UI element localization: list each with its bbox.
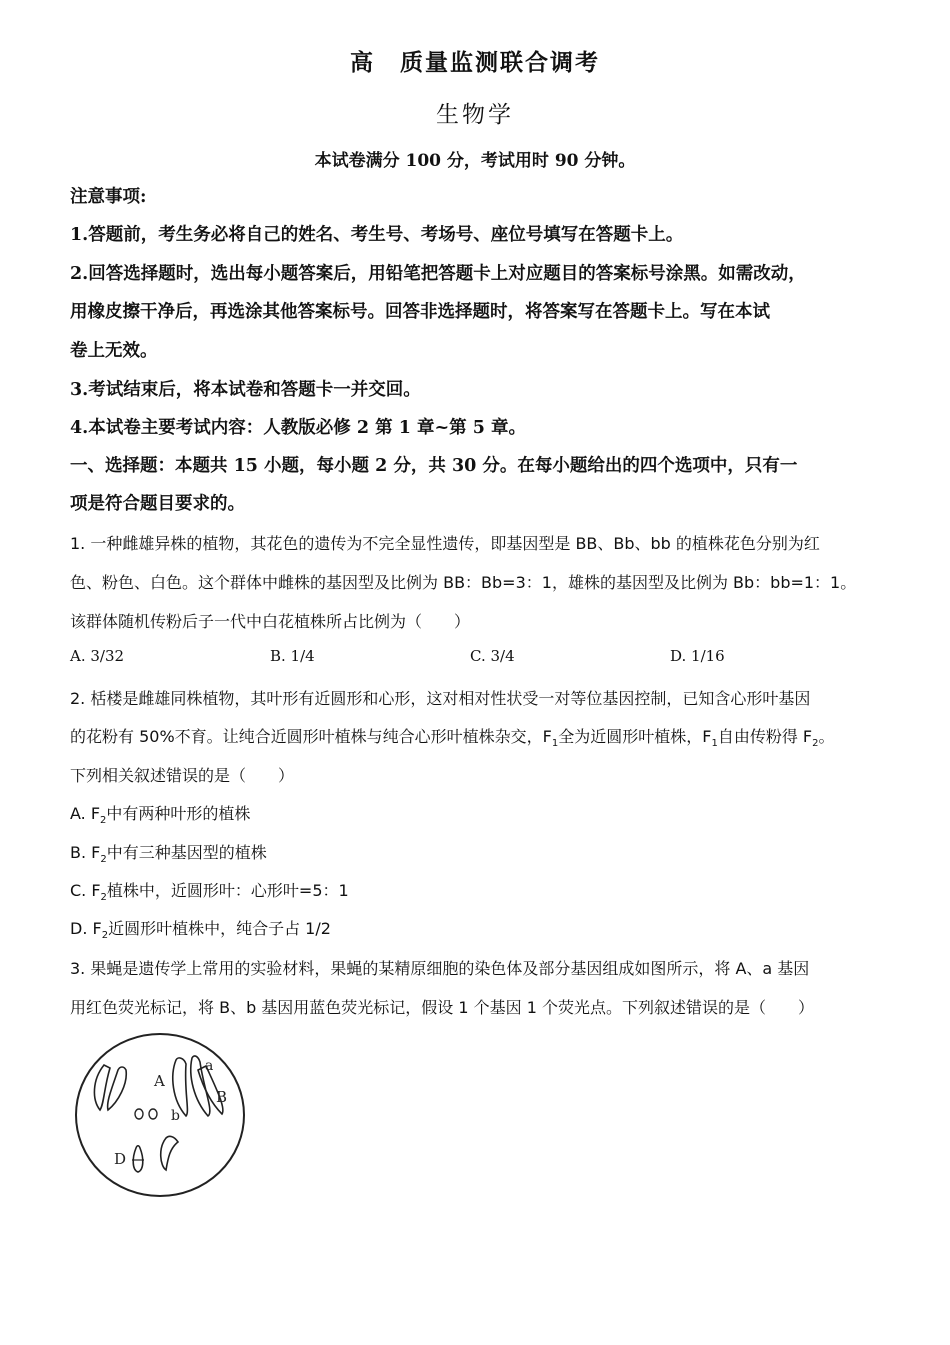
q1-option-c: C. 3/4 bbox=[470, 647, 515, 665]
notice-item-2-line-2: 用橡皮擦干净后，再选涂其他答案标号。回答非选择题时，将答案写在答题卡上。写在本试 bbox=[70, 302, 770, 322]
q2-option-b-label: B. F bbox=[70, 843, 101, 862]
q1-line-1: 1. 一种雌雄异株的植物，其花色的遗传为不完全显性遗传，即基因型是 BB、Bb、bb 的植株花色分别为红 bbox=[70, 534, 820, 553]
q2-option-a-label: A. F bbox=[70, 804, 101, 823]
notice-item-2-line-1: 2.回答选择题时，选出每小题答案后，用铅笔把答题卡上对应题目的答案标号涂黑。如需改动， bbox=[70, 264, 806, 284]
q2-option-d-sub: 2 bbox=[101, 930, 109, 942]
q2-sub-f2: 2 bbox=[812, 738, 819, 750]
q2-line-2 bbox=[70, 724, 885, 749]
notice-heading: 注意事项: bbox=[70, 187, 147, 207]
q3-line-1: 3. 果蝇是遗传学上常用的实验材料，果蝇的某精原细胞的染色体及部分基因组成如图所示，将 A、a 基因 bbox=[70, 959, 810, 978]
q2-line-2-text-d: 。 bbox=[818, 727, 835, 746]
exam-title: 高 质量监测联合调考 bbox=[350, 49, 600, 76]
chromosome-bottom-2 bbox=[161, 1136, 178, 1170]
q2-option-c-text: 植株中，近圆形叶：心形叶=5：1 bbox=[106, 881, 349, 900]
q1-option-d: D. 1/16 bbox=[670, 647, 725, 665]
q2-option-b-sub: 2 bbox=[100, 854, 107, 866]
q2-line-2-text-b: 全为近圆形叶植株，F bbox=[558, 727, 712, 746]
q2-option-b-text: 中有三种基因型的植株 bbox=[106, 843, 267, 862]
section-heading-line-2: 项是符合题目要求的。 bbox=[70, 494, 245, 514]
exam-info: 本试卷满分 100 分，考试用时 90 分钟。 bbox=[314, 151, 636, 171]
subject-title: 生物学 bbox=[436, 102, 514, 128]
q2-line-1: 2. 栝楼是雌雄同株植物，其叶形有近圆形和心形，这对相对性状受一对等位基因控制，已知含心形叶基因 bbox=[70, 689, 811, 708]
chromosome-bottom-1 bbox=[133, 1146, 143, 1172]
q2-option-d bbox=[70, 916, 885, 941]
q2-option-a-sub: 2 bbox=[100, 815, 107, 827]
q2-option-c bbox=[70, 878, 885, 903]
q2-option-a bbox=[70, 801, 885, 826]
gene-label-b: b bbox=[171, 1108, 180, 1124]
notice-item-2-line-3: 卷上无效。 bbox=[70, 341, 158, 361]
q2-line-2-text-a: 的花粉有 50%不育。让纯合近圆形叶植株与纯合心形叶植株杂交，F bbox=[70, 727, 552, 746]
q1-option-a: A. 3/32 bbox=[70, 647, 125, 665]
q2-option-c-sub: 2 bbox=[100, 892, 107, 904]
q2-option-c-label: C. F bbox=[70, 881, 101, 900]
q2-sub-f1-a: 1 bbox=[551, 738, 559, 750]
q3-line-2: 用红色荧光标记，将 B、b 基因用蓝色荧光标记，假设 1 个基因 1 个荧光点。下列叙述错误的是（ ） bbox=[70, 998, 815, 1017]
cell-membrane bbox=[76, 1034, 244, 1196]
q2-line-2-text-c: 自由传粉得 F bbox=[717, 727, 813, 746]
q2-sub-f1-b: 1 bbox=[711, 738, 718, 750]
q1-line-3: 该群体随机传粉后子一代中白花植株所占比例为（ ） bbox=[70, 612, 471, 631]
q2-option-d-text: 近圆形叶植株中，纯合子占 1/2 bbox=[108, 919, 331, 938]
notice-item-4: 4.本试卷主要考试内容：人教版必修 2 第 1 章~第 5 章。 bbox=[70, 418, 527, 438]
q2-option-d-label: D. F bbox=[70, 919, 102, 938]
section-heading-line-1: 一、选择题：本题共 15 小题，每小题 2 分，共 30 分。在每小题给出的四个选项中，只有一 bbox=[70, 456, 798, 476]
notice-item-3: 3.考试结束后，将本试卷和答题卡一并交回。 bbox=[70, 380, 421, 400]
gene-label-A: A bbox=[154, 1072, 165, 1090]
cell-chromosome-figure bbox=[74, 1030, 249, 1200]
gene-label-a: a bbox=[205, 1058, 214, 1074]
q2-option-a-text: 中有两种叶形的植株 bbox=[106, 804, 251, 823]
chromosome-left-2 bbox=[108, 1067, 127, 1110]
gene-label-D: D bbox=[114, 1150, 127, 1168]
chromosome-dot-2 bbox=[149, 1109, 157, 1119]
q1-line-2: 色、粉色、白色。这个群体中雌株的基因型及比例为 BB：Bb=3：1，雄株的基因型及比例为 Bb：bb=1：1。 bbox=[70, 573, 857, 592]
gene-label-B: B bbox=[216, 1088, 228, 1106]
q2-option-b bbox=[70, 840, 885, 865]
q1-option-b: B. 1/4 bbox=[270, 647, 315, 665]
chromosome-dot-1 bbox=[135, 1109, 143, 1119]
q2-line-3: 下列相关叙述错误的是（ ） bbox=[70, 766, 295, 785]
notice-item-1: 1.答题前，考生务必将自己的姓名、考生号、考场号、座位号填写在答题卡上。 bbox=[70, 225, 684, 245]
